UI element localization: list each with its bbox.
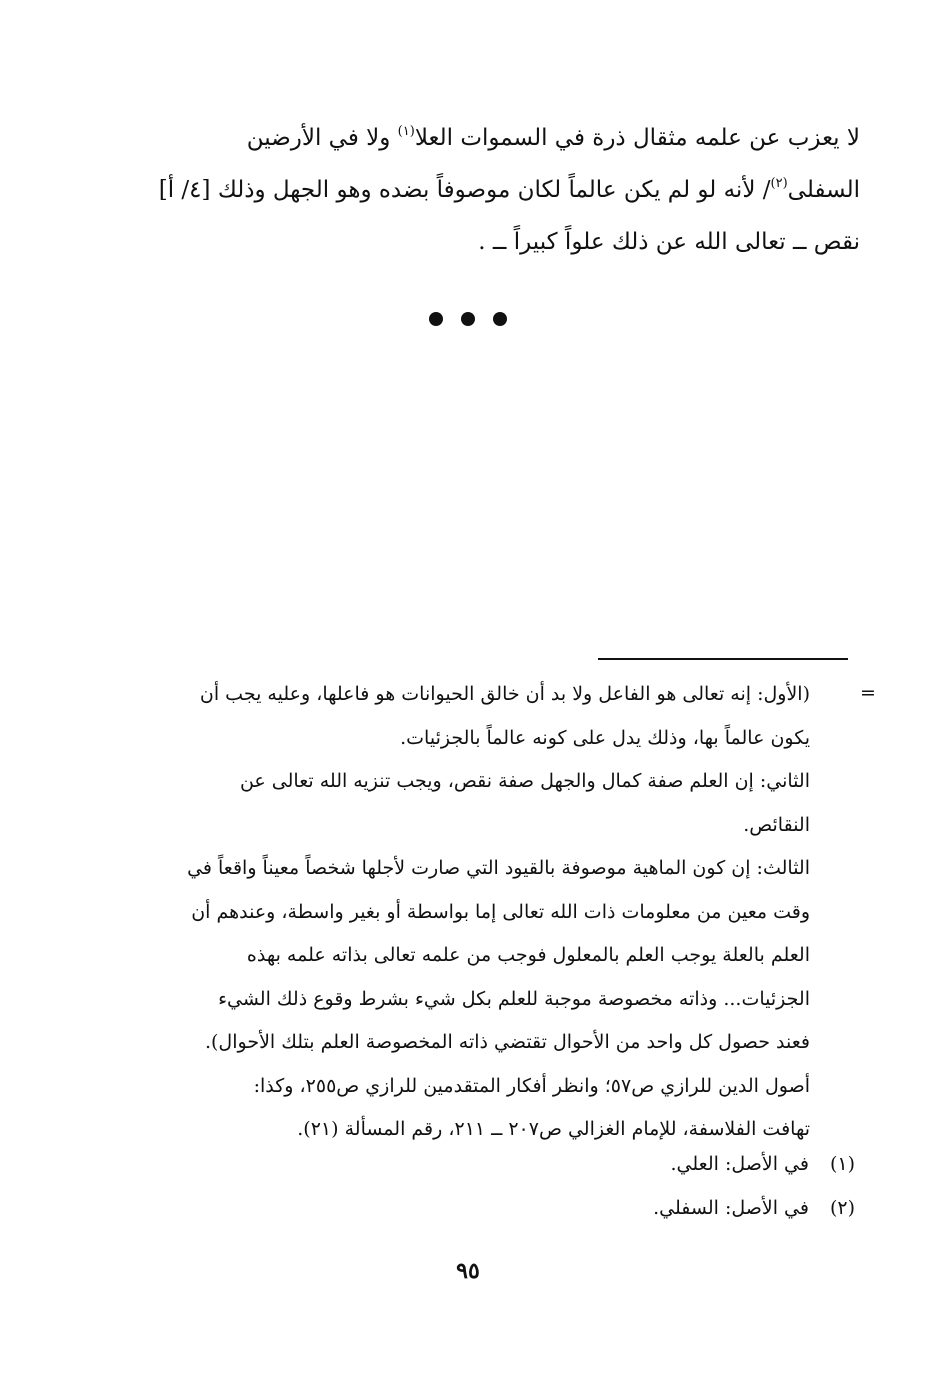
separator-dot xyxy=(461,312,475,326)
section-separator xyxy=(0,312,936,326)
main-text-segment: السفلى xyxy=(787,177,860,203)
footnote-line: يكون عالماً بها، وذلك يدل على كونه عالماً بالجزئيات. xyxy=(400,726,810,749)
footnote-line: الثاني: إن العلم صفة كمال والجهل صفة نقص، ويجب تنزيه الله تعالى عن xyxy=(239,770,810,792)
main-text-segment: ولا في الأرضين xyxy=(246,125,398,151)
footnote-1 xyxy=(100,1143,855,1186)
footnote-line: (الأول: إنه تعالى هو الفاعل ولا بد أن خالق الحيوانات هو فاعلها، وعليه يجب أن xyxy=(199,683,810,705)
footnote-1-number: (١) xyxy=(829,1153,855,1175)
footnote-2-text: في الأصل: السفلي. xyxy=(653,1197,809,1219)
separator-dot xyxy=(493,312,507,326)
footnote-line: أصول الدين للرازي ص٥٧؛ وانظر أفكار المتقدمين للرازي ص٢٥٥، وكذا: xyxy=(253,1074,810,1097)
footnote-line: وقت معين من معلومات ذات الله تعالى إما بواسطة أو بغير واسطة، وعندهم أن xyxy=(191,900,810,923)
footnote-2 xyxy=(100,1187,855,1230)
footnote-line: الثالث: إن كون الماهية موصوفة بالقيود التي صارت لأجلها شخصاً معيناً واقعاً في xyxy=(187,857,810,879)
main-text-line-1 xyxy=(100,112,860,164)
footnote-line: تهافت الفلاسفة، للإمام الغزالي ص٢٠٧ ــ ٢١١، رقم المسألة (٢١). xyxy=(297,1118,810,1140)
footnote-continuation-mark: = xyxy=(860,682,876,704)
footnote-line: الجزئيات... وذاته مخصوصة موجبة للعلم بكل شيء بشرط وقوع ذلك الشيء xyxy=(218,987,810,1010)
main-text-line-3: نقص ــ تعالى الله عن ذلك علواً كبيراً ــ . xyxy=(478,229,860,255)
footnote-ref-1[interactable]: (١) xyxy=(397,124,415,139)
footnote-2-number: (٢) xyxy=(829,1197,855,1219)
footnotes-continued xyxy=(100,673,810,1152)
footnote-line: النقائص. xyxy=(743,813,810,836)
main-text-segment: لا يعزب عن علمه مثقال ذرة في السموات العلا xyxy=(414,125,860,151)
footnote-ref-2[interactable]: (٢) xyxy=(770,176,788,191)
footnote-line: فعند حصول كل واحد من الأحوال تقتضي ذاته المخصوصة العلم بتلك الأحوال). xyxy=(204,1031,810,1053)
separator-dot xyxy=(429,312,443,326)
footnote-1-text: في الأصل: العلي. xyxy=(670,1153,809,1175)
main-text-line-2 xyxy=(100,164,860,216)
main-text xyxy=(100,112,860,268)
page-number: ٩٥ xyxy=(456,1258,480,1284)
main-text-segment: / لأنه لو لم يكن عالماً لكان موصوفاً بضده وهو الجهل وذلك [٤/ أ] xyxy=(158,177,771,203)
footnote-divider xyxy=(598,658,848,660)
footnote-line: العلم بالعلة يوجب العلم بالمعلول فوجب من علمه تعالى بذاته علمه بهذه xyxy=(246,944,810,966)
